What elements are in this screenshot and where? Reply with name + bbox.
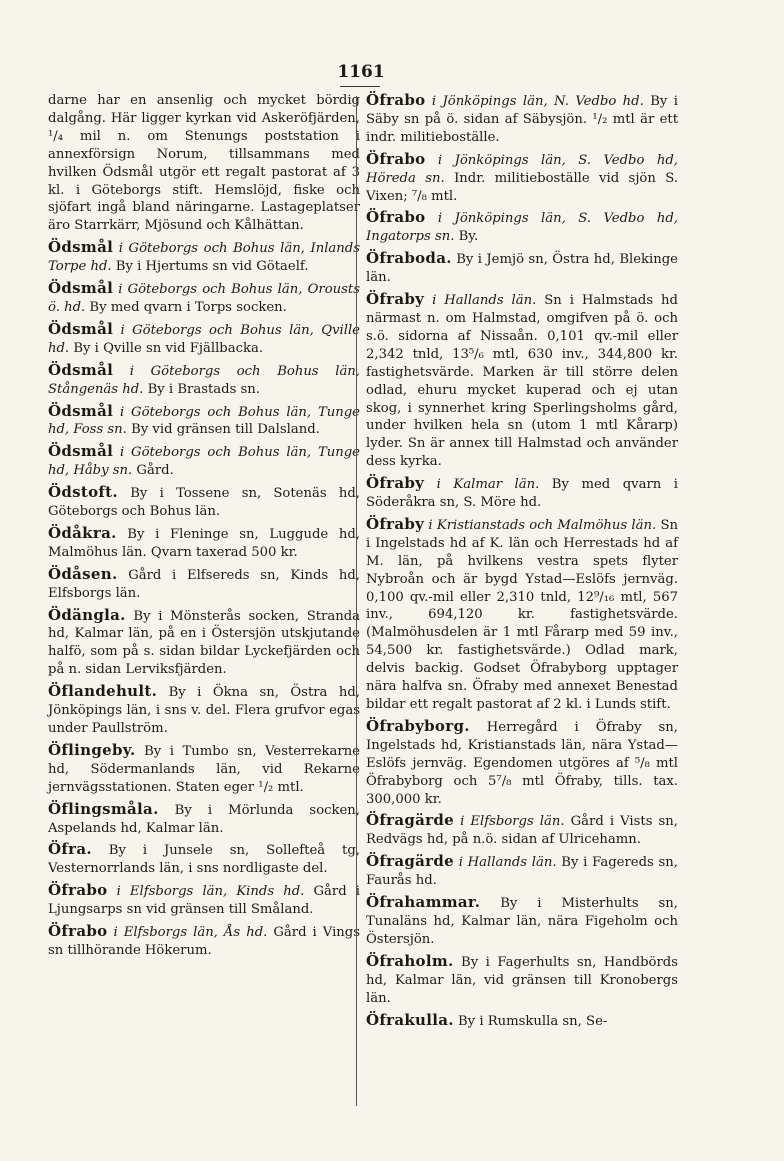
entry-text: By i Ökna sn, Östra hd, Jönköpings län, i sns v. del. Flera grufvor egas under Paullström. bbox=[48, 685, 360, 736]
entry-headword: Öfraboda. bbox=[366, 249, 452, 268]
dictionary-entry bbox=[366, 250, 678, 287]
entry-headword: Öfrabo bbox=[48, 881, 108, 900]
entry-text: By i Fleninge sn, Luggude hd, Malmöhus län. Qvarn taxerad 500 kr. bbox=[48, 526, 360, 560]
entry-text: By i Brastads sn. bbox=[147, 381, 260, 397]
dictionary-entry bbox=[366, 718, 678, 809]
entry-location: i Göteborgs och Bohus län, Tunge hd, Foss sn. bbox=[48, 404, 360, 438]
entry-headword: Öfraby bbox=[366, 290, 425, 309]
entry-headword: Ödsmål bbox=[48, 360, 114, 379]
entry-location: i Kristianstads och Malmöhus län. bbox=[428, 517, 657, 533]
entry-headword: Öfrabo bbox=[366, 149, 426, 168]
dictionary-entry bbox=[366, 1012, 678, 1031]
dictionary-entry bbox=[48, 443, 360, 480]
entry-text: Gård. bbox=[136, 463, 174, 479]
dictionary-entry bbox=[48, 923, 360, 960]
entry-location: i Göteborgs och Bohus län, Stångenäs hd. bbox=[48, 363, 360, 397]
entry-headword: Ödsmål bbox=[48, 442, 114, 461]
dictionary-entry bbox=[48, 566, 360, 603]
entry-text: Sn i Halmstads hd närmast n. om Halmstad, omgifven på ö. och s.ö. sidorna af Nissaån. 0,101 qv.-mil eller 2,342 tnld, 13⁵/₆ mtl, 630 inv., 344,800 kr. fastighetsvärde. Marken är till större delen odlad, ehuru mycket kuperad och ej utan skog, i synnerhet kring Sperlingsholms gård, under hvilken hela sn (utom 1 mtl Kårarp) lyder. Sn är annex till Halmstad och använder dess kyrka. bbox=[366, 293, 678, 470]
entry-headword: Öfrabo bbox=[366, 208, 426, 227]
entry-text: By i Rumskulla sn, Se- bbox=[457, 1013, 608, 1029]
entry-text: Indr. militieboställe vid sjön S. Vixen; ⁷/₈ mtl. bbox=[366, 170, 678, 204]
dictionary-entry bbox=[48, 280, 360, 317]
entry-text: By i Säby sn på ö. sidan af Säbysjön. ¹/₂ mtl är ett indr. militieboställe. bbox=[366, 94, 678, 145]
entry-headword: Öfrakulla. bbox=[366, 1010, 454, 1029]
dictionary-entry bbox=[366, 853, 678, 890]
entry-text: Herregård i Öfraby sn, Ingelstads hd, Kristianstads län, nära Ystad—Eslöfs jernväg. Egendomen utgöres af ⁵/₈ mtl Öfrabyborg och 5⁷/₈ mtl Öfraby, tills. tax. 300,000 kr. bbox=[366, 719, 678, 807]
entry-text: Gård i Vists sn, Redvägs hd, på n.ö. sidan af Ulricehamn. bbox=[366, 814, 678, 848]
entry-headword: Öfrabo bbox=[48, 922, 108, 941]
entry-headword: Öfraby bbox=[366, 514, 425, 533]
dictionary-entry bbox=[48, 742, 360, 797]
entry-text: By vid gränsen till Dalsland. bbox=[131, 422, 320, 438]
entry-headword: Ödsmål bbox=[48, 319, 114, 338]
dictionary-entry bbox=[366, 516, 678, 714]
entry-location: i Jönköpings län, S. Vedbo hd, Ingatorps sn. bbox=[366, 211, 678, 245]
entry-headword: Ödsmål bbox=[48, 238, 114, 257]
dictionary-entry bbox=[366, 209, 678, 246]
entry-location: i Hallands län. bbox=[458, 855, 557, 871]
entry-location: i Göteborgs och Bohus län, Tunge hd, Håby sn. bbox=[48, 445, 360, 479]
entry-headword: Ödåkra. bbox=[48, 523, 117, 542]
dictionary-entry bbox=[48, 92, 360, 235]
entry-text: Gård i Vings sn tillhörande Hökerum. bbox=[48, 925, 360, 958]
entry-location: i Kalmar län. bbox=[436, 477, 540, 493]
entry-headword: Ödstoft. bbox=[48, 483, 118, 502]
entry-text: By med qvarn i Söderåkra sn, S. Möre hd. bbox=[366, 477, 678, 511]
dictionary-entry bbox=[366, 812, 678, 849]
entry-location: i Hallands län. bbox=[432, 293, 537, 309]
entry-text: By i Jemjö sn, Östra hd, Blekinge län. bbox=[366, 252, 678, 286]
entry-location: i Göteborgs och Bohus län, Orousts ö. hd. bbox=[48, 282, 360, 315]
entry-headword: Öfrabo bbox=[366, 91, 426, 109]
entry-location: i Elfsborgs län, Kinds hd. bbox=[116, 884, 305, 900]
column-divider bbox=[356, 96, 357, 1106]
entry-headword: Öfra. bbox=[48, 840, 92, 859]
dictionary-entry bbox=[366, 953, 678, 1008]
right-column bbox=[366, 92, 678, 1034]
entry-text: By. bbox=[458, 229, 479, 245]
entry-text: By i Qville sn vid Fjällbacka. bbox=[73, 340, 264, 356]
entry-headword: Öflingeby. bbox=[48, 740, 136, 759]
dictionary-entry bbox=[48, 683, 360, 738]
dictionary-entry bbox=[48, 362, 360, 399]
dictionary-entry bbox=[48, 801, 360, 838]
entry-headword: Ödsmål bbox=[48, 279, 114, 298]
entry-location: i Göteborgs och Bohus län, Inlands Torpe hd. bbox=[48, 241, 360, 275]
entry-text: Sn i Ingelstads hd af K. län och Herrestads hd af M. län, på hvilkens vestra spets flyter Nybroån och är bygd Ystad—Eslöfs jernväg. 0,100 qv.-mil eller 2,310 tnld, 12⁹/₁₆ mtl, 567 inv., 694,120 kr. fastighetsvärde. (Malmöhusdelen är 1 mtl Fårarp med 59 inv., 54,500 kr. fastighetsvärde.) Odlad mark, delvis backig. Godset Öfrabyborg upptager nära halfva sn. Öfraby med annexet Benestad bildar ett regalt pastorat af 2 kl. i Lunds stift. bbox=[366, 517, 678, 712]
dictionary-entry bbox=[48, 403, 360, 440]
entry-text: Gård i Ljungsarps sn vid gränsen till Småland. bbox=[48, 884, 360, 918]
entry-headword: Öfragärde bbox=[366, 852, 454, 871]
entry-location: i Jönköpings län, N. Vedbo hd. bbox=[431, 94, 644, 109]
dictionary-entry bbox=[48, 484, 360, 521]
entry-text: By i Fagerhults sn, Handbörds hd, Kalmar län, vid gränsen till Kronobergs län. bbox=[366, 954, 678, 1006]
entry-headword: Öfrabyborg. bbox=[366, 716, 470, 735]
dictionary-entry bbox=[366, 475, 678, 512]
entry-text: By i Mönsterås socken, Stranda hd, Kalmar län, på en i Östersjön utskjutande halfö, som på s. sidan bildar Lyckefjärden och på n. sidan Lerviksfjärden. bbox=[48, 608, 360, 678]
dictionary-entry bbox=[48, 239, 360, 276]
dictionary-entry bbox=[366, 894, 678, 949]
entry-headword: Ödsmål bbox=[48, 401, 114, 420]
entry-headword: Öflandehult. bbox=[48, 682, 158, 701]
entry-headword: Ödängla. bbox=[48, 605, 126, 624]
entry-text: By med qvarn i Torps socken. bbox=[89, 299, 287, 315]
entry-text: By i Hjertums sn vid Götaelf. bbox=[115, 259, 309, 275]
entry-text: Gård i Elfsereds sn, Kinds hd, Elfsborgs län. bbox=[48, 567, 360, 601]
entry-headword: Öfraby bbox=[366, 474, 425, 493]
left-column bbox=[48, 92, 360, 964]
dictionary-entry bbox=[48, 882, 360, 919]
entry-headword: Öfraholm. bbox=[366, 951, 454, 970]
entry-text: By i Tossene sn, Sotenäs hd, Göteborgs och Bohus län. bbox=[48, 486, 360, 520]
page-number: 1161 bbox=[337, 62, 385, 82]
dictionary-entry bbox=[48, 321, 360, 358]
entry-headword: Öfragärde bbox=[366, 811, 454, 830]
entry-headword: Ödåsen. bbox=[48, 564, 118, 583]
entry-text: By i Tumbo sn, Vesterrekarne hd, Södermanlands län, vid Rekarne jernvägsstationen. Staten eger ¹/₂ mtl. bbox=[48, 743, 360, 795]
dictionary-entry bbox=[366, 291, 678, 471]
entry-text: By i Mörlunda socken, Aspelands hd, Kalmar län. bbox=[48, 802, 360, 836]
entry-headword: Öflingsmåla. bbox=[48, 799, 159, 818]
entry-location: i Elfsborgs län, Ås hd. bbox=[113, 925, 268, 941]
entry-text: By i Misterhults sn, Tunaläns hd, Kalmar län, nära Figeholm och Östersjön. bbox=[366, 896, 678, 947]
dictionary-entry bbox=[48, 525, 360, 562]
entry-text: By i Junsele sn, Sollefteå tg, Vesternorrlands län, i sns nordligaste del. bbox=[48, 843, 360, 877]
dictionary-entry bbox=[48, 607, 360, 680]
entry-headword: Öfrahammar. bbox=[366, 893, 481, 912]
entry-location: i Jönköpings län, S. Vedbo hd, Höreda sn. bbox=[366, 152, 678, 186]
entry-text: darne har en ansenlig och mycket bördig dalgång. Här ligger kyrkan vid Askeröfjärden, ¹/₄ mil n. om Stenungs poststation i annexförsign Norum, tillsammans med hvilken Ödsmål utgör ett regalt pastorat af 3 kl. i Göteborgs stift. Hemslöjd, fiske och sjöfart ingå bland näringarne. Lastageplatser äro Starrkärr, Mjösund och Kålhättan. bbox=[48, 93, 360, 234]
entry-location: i Elfsborgs län. bbox=[460, 814, 565, 830]
entry-text: By i Fagereds sn, Faurås hd. bbox=[366, 855, 678, 889]
dictionary-entry bbox=[48, 841, 360, 878]
dictionary-entry bbox=[366, 151, 678, 206]
page-number-rule bbox=[340, 86, 380, 87]
entry-location: i Göteborgs och Bohus län, Qville hd. bbox=[48, 322, 360, 356]
dictionary-entry bbox=[366, 92, 678, 147]
